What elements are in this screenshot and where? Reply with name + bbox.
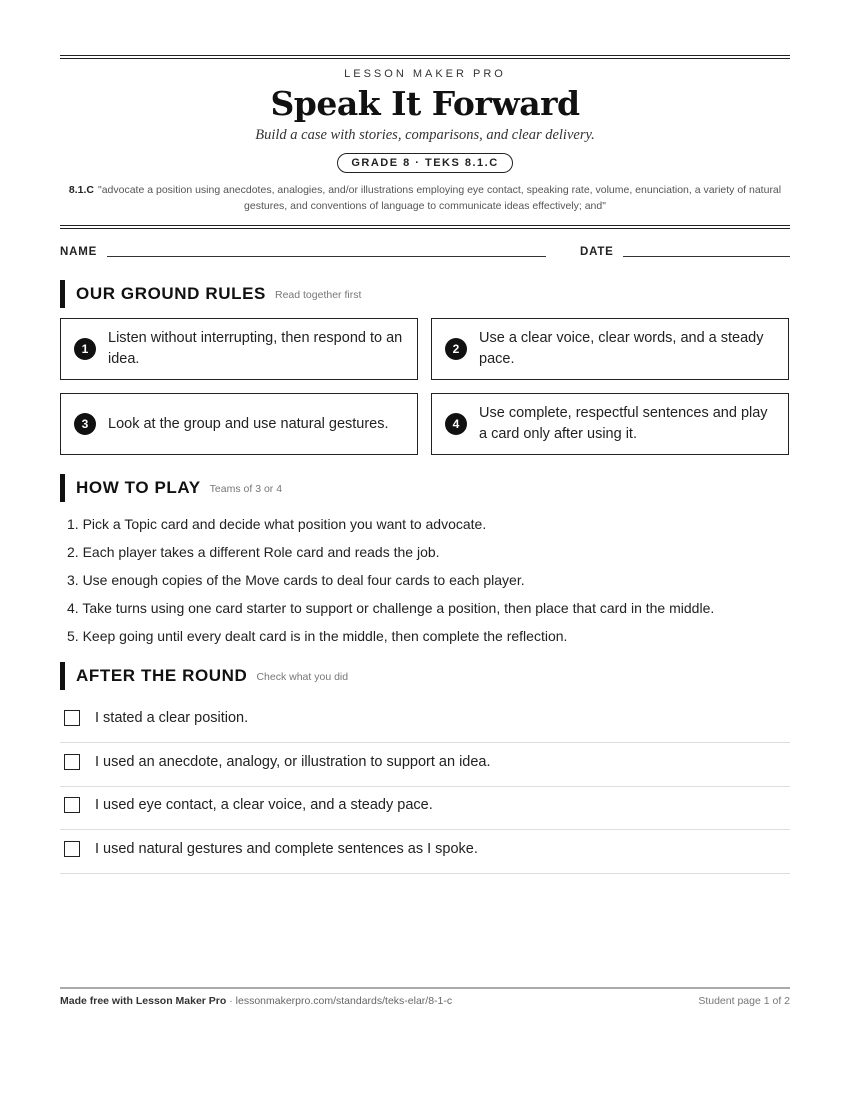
checkbox[interactable] <box>64 754 80 770</box>
checklist-item <box>60 699 790 743</box>
checklist-item <box>60 743 790 787</box>
checklist-item <box>60 830 790 874</box>
footer-rule <box>60 987 790 989</box>
name-label: NAME <box>60 246 98 258</box>
checklist-text: I used natural gestures and complete sentences as I spoke. <box>95 841 478 857</box>
after-round-header <box>60 662 348 690</box>
date-label: DATE <box>580 246 614 258</box>
footer-page-number: Student page 1 of 2 <box>698 995 790 1007</box>
rule-text: Use complete, respectful sentences and play a card only after using it. <box>479 405 768 442</box>
checkbox[interactable] <box>64 710 80 726</box>
rule-text: Look at the group and use natural gestures. <box>108 415 389 432</box>
checklist-text: I used eye contact, a clear voice, and a steady pace. <box>95 797 433 813</box>
checkbox[interactable] <box>64 797 80 813</box>
step-item: 1. Pick a Topic card and decide what position you want to advocate. <box>67 516 487 532</box>
step-item: 4. Take turns using one card starter to support or challenge a position, then place that card in the middle. <box>67 600 715 616</box>
checkbox[interactable] <box>64 841 80 857</box>
checklist-text: I used an anecdote, analogy, or illustration to support an idea. <box>95 754 491 770</box>
rule-number-badge: 1 <box>74 338 96 360</box>
rule-text: Use a clear voice, clear words, and a steady pace. <box>479 330 764 367</box>
checklist-item <box>60 786 790 830</box>
rule-card <box>431 318 789 380</box>
step-item: 2. Each player takes a different Role card and reads the job. <box>67 544 440 560</box>
rule-card <box>60 318 418 380</box>
standard-text: "advocate a position using anecdotes, analogies, and/or illustrations employing eye contact, speaking rate, volume, enunciation, a variety of natural gestures, and conventions of language to communicate ideas effectively; and" <box>97 184 782 212</box>
standard-code: 8.1.C <box>68 184 94 196</box>
footer-made-with: Made free with Lesson Maker Pro <box>60 995 227 1007</box>
after-round-note: Check what you did <box>256 671 349 683</box>
ground-rules-note: Read together first <box>275 289 362 301</box>
after-round-heading: AFTER THE ROUND <box>76 666 248 685</box>
page-subtitle: Build a case with stories, comparisons, and clear delivery. <box>255 127 595 143</box>
standard-description <box>60 182 790 214</box>
header-bottom-rule <box>60 225 790 229</box>
rule-card <box>431 393 789 455</box>
grade-badge: GRADE 8 · TEKS 8.1.C <box>337 153 512 173</box>
rule-number-badge: 3 <box>74 413 96 435</box>
rule-number-badge: 2 <box>445 338 467 360</box>
checklist-text: I stated a clear position. <box>95 710 249 726</box>
footer-url[interactable]: · lessonmakerpro.com/standards/teks-elar/8-1-c <box>226 995 453 1007</box>
ground-rules-heading: OUR GROUND RULES <box>76 284 266 303</box>
how-to-play-header <box>60 474 282 502</box>
how-to-play-steps <box>67 510 714 650</box>
step-item: 3. Use enough copies of the Move cards to deal four cards to each player. <box>67 572 525 588</box>
footer <box>60 995 790 1007</box>
header-top-rule <box>60 55 790 59</box>
step-item: 5. Keep going until every dealt card is in the middle, then complete the reflection. <box>67 628 568 644</box>
how-to-play-heading: HOW TO PLAY <box>76 478 201 497</box>
rule-text: Listen without interrupting, then respond to an idea. <box>108 330 403 367</box>
name-date-row <box>60 246 790 262</box>
brand-name: LESSON MAKER PRO <box>344 68 506 80</box>
grade-badge-wrap <box>60 153 790 173</box>
rule-number-badge: 4 <box>445 413 467 435</box>
how-to-play-note: Teams of 3 or 4 <box>209 483 283 495</box>
name-field[interactable] <box>107 256 546 257</box>
date-field[interactable] <box>623 256 790 257</box>
page-title: Speak It Forward <box>270 84 580 123</box>
ground-rules-header <box>60 280 361 308</box>
rule-card <box>60 393 418 455</box>
